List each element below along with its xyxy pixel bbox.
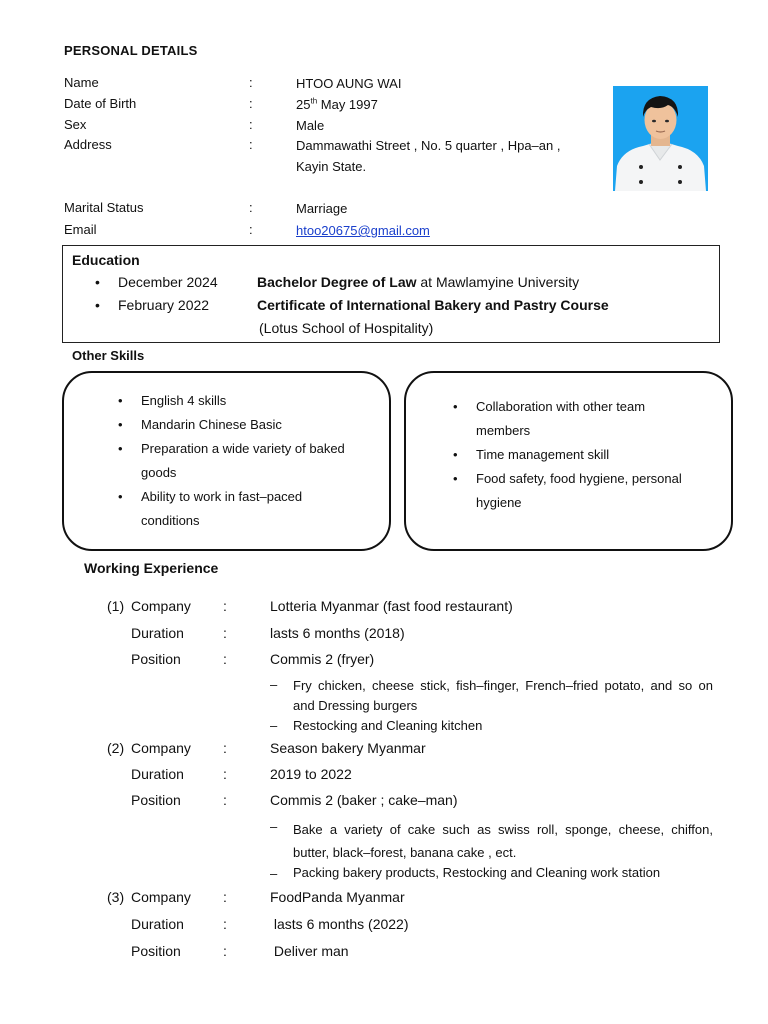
email-value: [296, 220, 430, 241]
other-skills-heading: Other Skills: [72, 348, 145, 363]
skill-item: [118, 437, 345, 485]
dob-label: Date of Birth: [64, 96, 137, 111]
position-colon: :: [223, 943, 227, 959]
duty-text: Packing bakery products, Restocking and Cleaning work station: [293, 865, 661, 880]
skill-bullet: •: [118, 489, 123, 504]
duty-text: Bake a variety of cake such as swiss roll, sponge, cheese, chiffon, butter, black–forest, banana cake , ect.: [293, 822, 713, 860]
skill-bullet: •: [118, 441, 123, 456]
skill-bullet: •: [118, 393, 123, 408]
skill-bullet: •: [453, 447, 458, 462]
email-colon: :: [249, 222, 253, 237]
sex-colon: :: [249, 117, 253, 132]
duration-colon: :: [223, 916, 227, 932]
skills-list-left: [118, 389, 345, 533]
duration-value: lasts 6 months (2018): [270, 625, 405, 641]
dob-value: [296, 94, 378, 115]
education-school: Mawlamyine University: [435, 274, 580, 290]
marital-colon: :: [249, 200, 253, 215]
education-date: February 2022: [118, 297, 210, 313]
duration-label: Duration: [131, 916, 184, 932]
dob-suffix: th: [310, 96, 318, 106]
job-number: (3): [107, 889, 125, 905]
skills-list-right: [453, 395, 682, 515]
job-number: (2): [107, 740, 125, 756]
dob-colon: :: [249, 96, 253, 111]
address-colon: :: [249, 137, 253, 152]
duration-value: lasts 6 months (2022): [270, 916, 409, 932]
dob-day: 25: [296, 97, 311, 112]
profile-photo: [613, 86, 708, 191]
duty-text: Restocking and Cleaning kitchen: [293, 718, 483, 733]
position-label: Position: [131, 792, 181, 808]
duration-label: Duration: [131, 625, 184, 641]
duty-text: Fry chicken, cheese stick, fish–finger, French–fried potato, and so on and Dressing burgers: [293, 678, 713, 713]
skill-item: [453, 395, 682, 443]
education-heading: Education: [72, 252, 140, 268]
duty-dash: –: [270, 677, 278, 692]
company-label: Company: [131, 598, 191, 614]
skill-text: hygiene: [476, 495, 522, 510]
duration-label: Duration: [131, 766, 184, 782]
email-link[interactable]: htoo20675@gmail.com: [296, 223, 430, 238]
company-value: Lotteria Myanmar (fast food restaurant): [270, 598, 513, 614]
position-colon: :: [223, 651, 227, 667]
personal-details-heading: PERSONAL DETAILS: [64, 43, 198, 58]
name-colon: :: [249, 75, 253, 90]
duration-colon: :: [223, 625, 227, 641]
company-value: Season bakery Myanmar: [270, 740, 426, 756]
company-colon: :: [223, 889, 227, 905]
portrait-illustration: [613, 86, 708, 191]
skill-bullet: •: [453, 471, 458, 486]
company-label: Company: [131, 740, 191, 756]
skill-text: Ability to work in fast–paced: [141, 489, 303, 504]
address-label: Address: [64, 137, 112, 152]
skill-item: [118, 389, 345, 413]
address-line-1: Dammawathi Street , No. 5 quarter , Hpa–an ,: [296, 138, 561, 153]
working-experience-heading: Working Experience: [84, 560, 219, 576]
email-label: Email: [64, 222, 97, 237]
education-connector: at: [416, 274, 436, 290]
skill-text: goods: [141, 465, 177, 480]
company-value: FoodPanda Myanmar: [270, 889, 405, 905]
sex-value: Male: [296, 118, 325, 133]
education-bullet: •: [95, 274, 100, 290]
skill-item: [453, 443, 682, 467]
skill-text: Collaboration with other team: [476, 399, 646, 414]
position-value: Deliver man: [270, 943, 349, 959]
position-label: Position: [131, 943, 181, 959]
education-school: (Lotus School of Hospitality): [259, 320, 434, 336]
position-value: Commis 2 (baker ; cake–man): [270, 792, 458, 808]
education-description: [257, 274, 579, 290]
skills-box-right: [404, 371, 733, 551]
position-value: Commis 2 (fryer): [270, 651, 375, 667]
duty-dash: –: [270, 718, 278, 733]
education-degree: Certificate of International Bakery and Pastry Course: [257, 297, 609, 313]
duty-dash: –: [270, 866, 278, 881]
marital-value: Marriage: [296, 201, 348, 216]
marital-label: Marital Status: [64, 200, 144, 215]
dob-rest: May 1997: [320, 97, 378, 112]
company-colon: :: [223, 598, 227, 614]
job-number: (1): [107, 598, 125, 614]
skill-text: Food safety, food hygiene, personal: [476, 471, 682, 486]
sex-label: Sex: [64, 117, 87, 132]
duty-dash: –: [270, 819, 278, 834]
skill-text: Mandarin Chinese Basic: [141, 417, 282, 432]
skill-text: Time management skill: [476, 447, 610, 462]
company-colon: :: [223, 740, 227, 756]
education-bullet: •: [95, 297, 100, 313]
skill-bullet: •: [118, 417, 123, 432]
duration-value: 2019 to 2022: [270, 766, 352, 782]
duration-colon: :: [223, 766, 227, 782]
position-label: Position: [131, 651, 181, 667]
skill-bullet: •: [453, 399, 458, 414]
company-label: Company: [131, 889, 191, 905]
education-date: December 2024: [118, 274, 218, 290]
education-degree: Bachelor Degree of Law: [257, 274, 417, 290]
skills-box-left: [62, 371, 391, 551]
skill-text: Preparation a wide variety of baked: [141, 441, 345, 456]
skill-item: [118, 413, 345, 437]
position-colon: :: [223, 792, 227, 808]
name-label: Name: [64, 75, 99, 90]
skill-item: [453, 467, 682, 515]
skill-text: English 4 skills: [141, 393, 227, 408]
skill-item: [118, 485, 345, 533]
skill-text: members: [476, 423, 531, 438]
skill-text: conditions: [141, 513, 200, 528]
address-line-2: Kayin State.: [296, 159, 367, 174]
education-section: [62, 245, 720, 343]
name-value: HTOO AUNG WAI: [296, 76, 402, 91]
